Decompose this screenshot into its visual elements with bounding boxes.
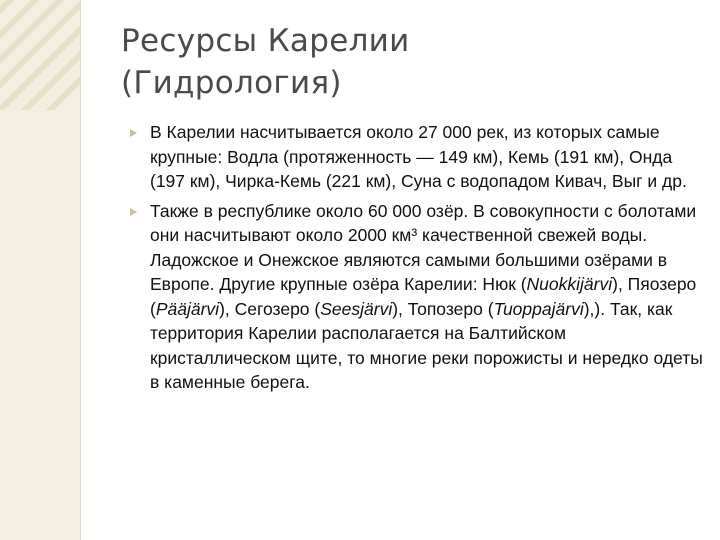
bullet-icon: [130, 129, 137, 137]
lake-name-seesjarvi: Seesjärvi: [320, 298, 393, 319]
title-line-2: (Гидрология): [121, 65, 342, 101]
paragraph-lakes-text-a: Также в республике около 60 000 озёр. В совокупности с болотами они насчитывают около 2000 км³ качественной свежей воды. Ладожское и Онежское являются самыми большими озёрами в Европе. Другие крупные озёра Карелии: Нюк (: [150, 200, 697, 294]
slide-title: [121, 20, 681, 104]
paragraph-lakes-text-i: ),). Так, как территория Карелии располагается на Балтийском кристаллическом щите, то многие реки порожисты и нередко одеты в каменные берега.: [150, 298, 703, 392]
slide-body: [150, 120, 710, 395]
lake-name-nuokkijarvi: Nuokkijärvi: [526, 274, 613, 294]
lake-name-paajarvi: Pääjärvi: [155, 298, 220, 319]
paragraph-rivers: [150, 120, 710, 194]
paragraph-rivers-text: В Карелии насчитывается около 27 000 рек, из которых самые крупные: Водла (протяженность — 149 км), Кемь (191 км), Онда (197 км), Чирка-Кемь (221 км), Суна с водопадом Кивач, Выг и др.: [150, 122, 687, 191]
corner-pattern: [0, 0, 80, 110]
title-line-1: Ресурсы Карелии: [121, 23, 410, 59]
bullet-icon: [130, 208, 137, 216]
paragraph-lakes-text-e: ), Сегозеро (: [219, 298, 321, 319]
paragraph-lakes-text-g: ), Топозеро (: [392, 298, 494, 319]
paragraph-lakes: [150, 199, 710, 395]
lake-name-tuoppajarvi: Tuoppajärvi: [493, 298, 584, 319]
band-divider: [80, 0, 81, 540]
paragraph-lakes-text-c: ), Пяозеро (: [150, 274, 697, 319]
